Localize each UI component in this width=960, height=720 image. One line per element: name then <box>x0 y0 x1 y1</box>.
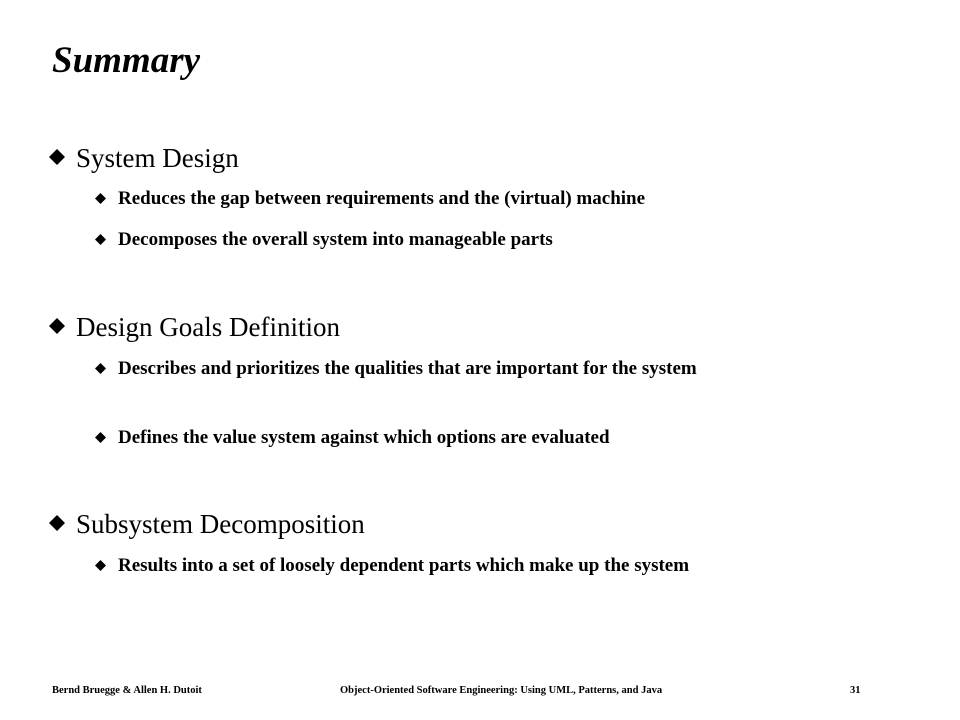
small-diamond-bullet-icon <box>95 234 106 245</box>
section-heading-system-design <box>76 142 239 174</box>
footer-book-title: Object-Oriented Software Engineering: Using UML, Patterns, and Java <box>340 685 663 696</box>
diamond-bullet-icon <box>49 515 65 531</box>
small-diamond-bullet-icon <box>95 560 106 571</box>
sub-bullet-item <box>118 228 863 252</box>
section-heading-subsystem-decomposition <box>76 508 365 540</box>
sub-bullet-text: Defines the value system against which options are evaluated <box>118 427 610 448</box>
small-diamond-bullet-icon <box>95 432 106 443</box>
small-diamond-bullet-icon <box>95 363 106 374</box>
section-heading-label: Design Goals Definition <box>76 312 340 342</box>
slide-title: Summary <box>52 40 201 81</box>
diamond-bullet-icon <box>49 318 65 334</box>
sub-bullet-item <box>118 357 863 381</box>
section-heading-label: System Design <box>76 143 239 173</box>
sub-bullet-text: Describes and prioritizes the qualities that are important for the system <box>118 358 697 379</box>
section-heading-label: Subsystem Decomposition <box>76 509 365 539</box>
section-heading-design-goals <box>76 311 340 343</box>
sub-bullet-item <box>118 187 863 211</box>
small-diamond-bullet-icon <box>95 193 106 204</box>
sub-bullet-text: Decomposes the overall system into manageable parts <box>118 229 553 250</box>
sub-bullet-text: Reduces the gap between requirements and the (virtual) machine <box>118 188 646 209</box>
sub-bullet-text: Results into a set of loosely dependent parts which make up the system <box>118 555 690 576</box>
footer-authors: Bernd Bruegge & Allen H. Dutoit <box>52 685 202 696</box>
footer-page-number: 31 <box>850 685 861 696</box>
sub-bullet-item <box>118 554 863 578</box>
sub-bullet-item <box>118 426 863 450</box>
diamond-bullet-icon <box>49 149 65 165</box>
